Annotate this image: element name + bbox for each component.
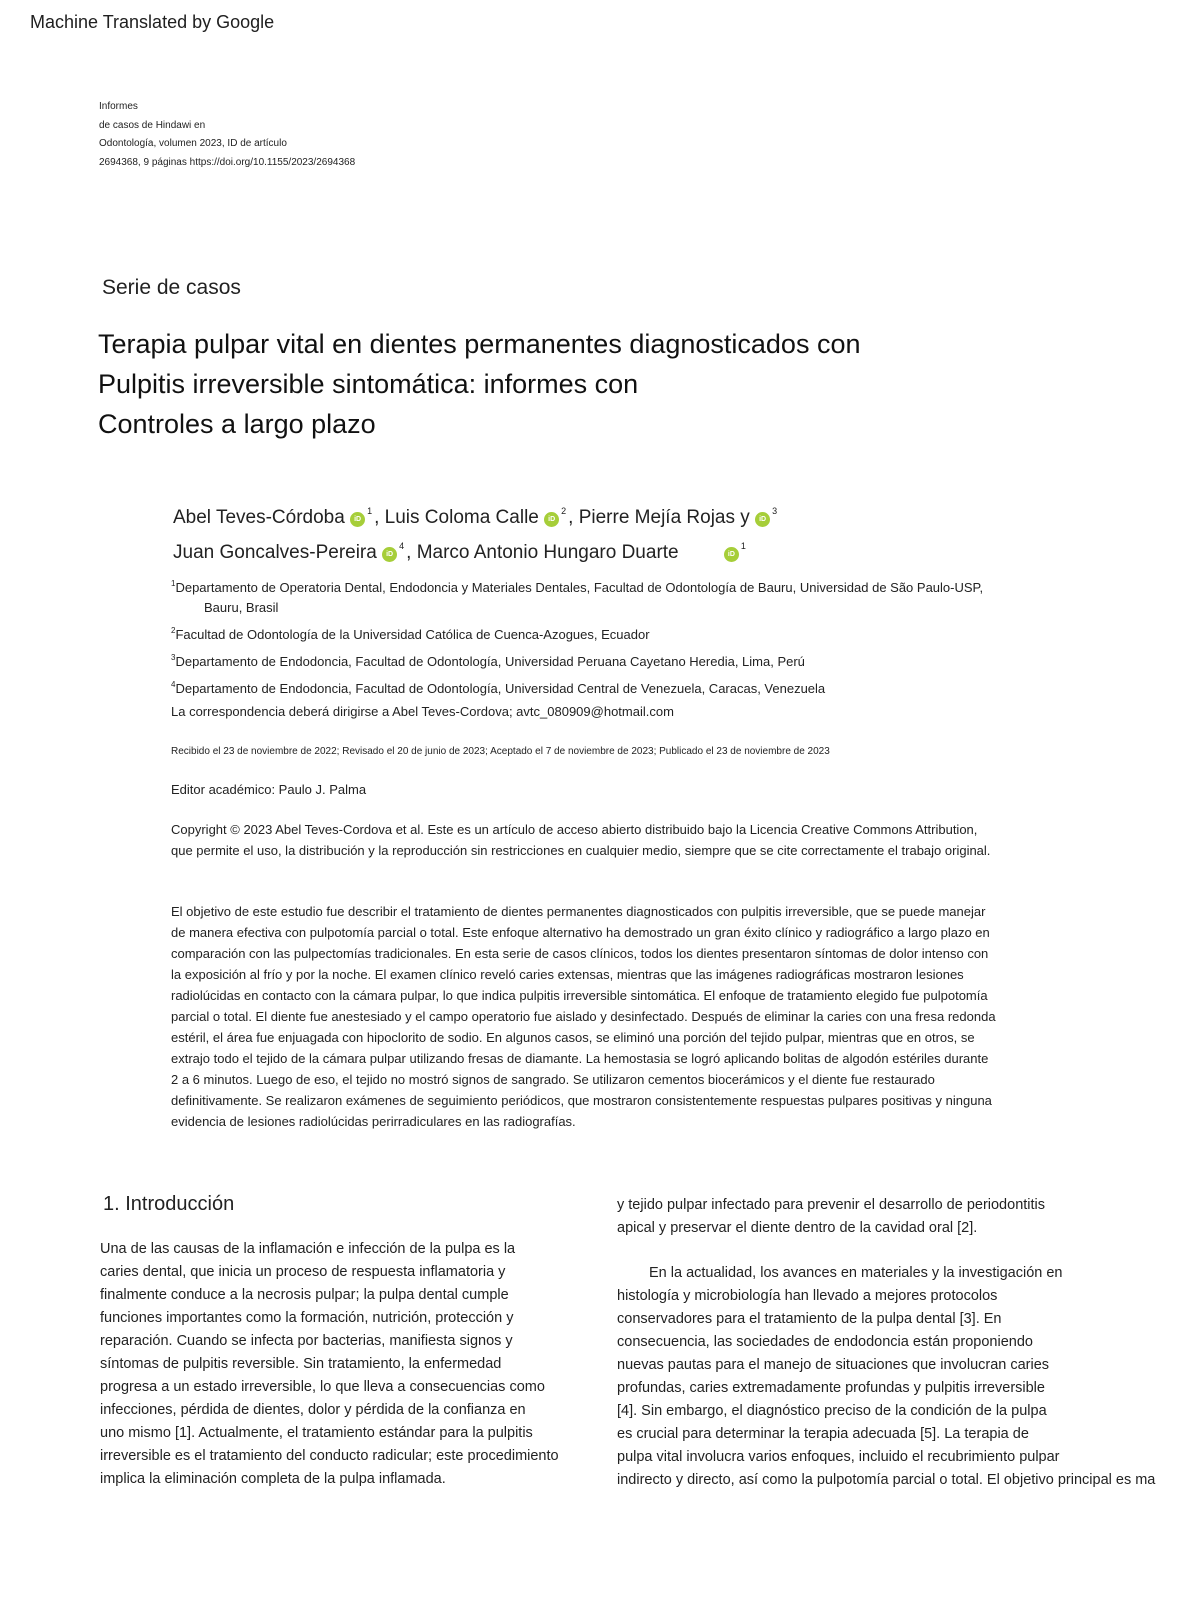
journal-line: 2694368, 9 páginas https://doi.org/10.1155/2023/2694368 — [99, 156, 356, 168]
abstract-line: la exposición al frío y por la noche. El examen clínico reveló caries extensas, mientras que las imágenes radiográficas mostraron lesiones — [171, 967, 964, 982]
body-line: caries dental, que inicia un proceso de respuesta inflamatoria y — [100, 1264, 506, 1280]
body-line: pulpa vital involucra varios enfoques, incluido el recubrimiento pulpar — [617, 1449, 1060, 1465]
body-line: síntomas de pulpitis reversible. Sin tratamiento, la enfermedad — [100, 1356, 502, 1372]
body-line: profundas, caries extremadamente profundas y pulpitis irreversible — [617, 1380, 1045, 1396]
body-line: conservadores para el tratamiento de la pulpa dental [3]. En — [617, 1311, 1002, 1327]
affiliation-text: Departamento de Endodoncia, Facultad de Odontología, Universidad Central de Venezuela, Caracas, Venezuela — [175, 681, 826, 696]
affiliations — [171, 574, 1091, 702]
affiliation-item — [171, 621, 1091, 645]
affiliation-sup: 1 — [740, 541, 746, 551]
body-line: consecuencia, las sociedades de endodoncia están proponiendo — [617, 1334, 1033, 1350]
affiliation-sup: 3 — [772, 506, 778, 516]
author-line: Juan Goncalves-Pereira iD$^4$ , Marco Antonio Hungaro Duarte iD$^1$ — [173, 541, 746, 563]
affiliation-text: Departamento de Operatoria Dental, Endodoncia y Materiales Dentales, Facultad de Odontología de Bauru, Universidad de São Paulo-USP, — [175, 580, 984, 595]
orcid-icon[interactable]: iD — [350, 512, 365, 527]
author-name: Abel Teves-Córdoba — [173, 507, 345, 528]
body-line: nuevas pautas para el manejo de situaciones que involucran caries — [617, 1357, 1050, 1373]
body-line: funciones importantes como la formación, nutrición, protección y — [100, 1310, 514, 1326]
affiliation-sup: 4 — [399, 541, 405, 551]
affiliation-sup: 1 — [367, 506, 373, 516]
abstract-line: El objetivo de este estudio fue describir el tratamiento de dientes permanentes diagnosticados con pulpitis irreversible, que se puede manejar — [171, 904, 986, 919]
body-line: progresa a un estado irreversible, lo que lleva a consecuencias como — [100, 1379, 545, 1395]
abstract-line: comparación con las pulpectomías tradicionales. En esta serie de casos clínicos, todos los dientes presentaron síntomas de dolor intenso con — [171, 946, 989, 961]
author-list — [173, 497, 779, 567]
body-line: es crucial para determinar la terapia adecuada [5]. La terapia de — [617, 1426, 1029, 1442]
orcid-icon[interactable]: iD — [755, 512, 770, 527]
affiliation-item — [171, 648, 1091, 672]
journal-line: Informes — [99, 101, 138, 112]
author-name: Pierre Mejía Rojas y — [578, 507, 750, 528]
title-line: Pulpitis irreversible sintomática: informes con — [98, 369, 639, 399]
academic-editor: Editor académico: Paulo J. Palma — [171, 782, 367, 797]
title-line: Controles a largo plazo — [98, 409, 376, 439]
orcid-icon[interactable]: iD — [382, 547, 397, 562]
copyright-line: Copyright © 2023 Abel Teves-Cordova et al. Este es un artículo de acceso abierto distribuido bajo la Licencia Creative Commons Attribution, — [171, 822, 978, 837]
title-line: Terapia pulpar vital en dientes permanentes diagnosticados con — [98, 329, 861, 359]
abstract-line: definitivamente. Se realizaron exámenes de seguimiento periódicos, que mostraron consistentemente respuestas pulpares positivas y ninguna — [171, 1093, 992, 1108]
body-line: apical y preservar el diente dentro de la cavidad oral [2]. — [617, 1220, 978, 1236]
abstract — [171, 901, 996, 1132]
abstract-line: radiolúcidas en contacto con la cámara pulpar, lo que indica pulpitis irreversible sintomática. El enfoque de tratamiento elegido fue pulpotomía — [171, 988, 988, 1003]
body-line: reparación. Cuando se infecta por bacterias, manifiesta signos y — [100, 1333, 513, 1349]
body-line: Una de las causas de la inflamación e infección de la pulpa es la — [100, 1241, 516, 1257]
author-name: Luis Coloma Calle — [384, 507, 539, 528]
machine-translation-banner: Machine Translated by Google — [30, 12, 275, 32]
abstract-line: de manera efectiva con pulpotomía parcial o total. Este enfoque alternativo ha demostrado un gran éxito clínico y radiográfico a largo plazo en — [171, 925, 990, 940]
body-line: implica la eliminación completa de la pulpa inflamada. — [100, 1471, 446, 1487]
body-line: y tejido pulpar infectado para prevenir el desarrollo de periodontitis — [617, 1197, 1046, 1213]
article-type: Serie de casos — [102, 276, 241, 299]
affiliation-continuation: Bauru, Brasil — [204, 600, 279, 615]
publication-dates: Recibido el 23 de noviembre de 2022; Revisado el 20 de junio de 2023; Aceptado el 7 de noviembre de 2023; Publicado el 23 de noviembre de 2023 — [171, 746, 830, 757]
affiliation-number: 4 — [171, 680, 176, 689]
body-line: histología y microbiología han llevado a mejores protocolos — [617, 1288, 998, 1304]
intro-right-column-top — [617, 1194, 1045, 1240]
affiliation-text: Facultad de Odontología de la Universidad Católica de Cuenca-Azogues, Ecuador — [175, 627, 650, 642]
copyright-notice — [171, 819, 990, 861]
abstract-line: extrajo todo el tejido de la cámara pulpar utilizando fresas de diamante. La hemostasia se logró aplicando bolitas de algodón estériles durante — [171, 1051, 989, 1066]
body-line: irreversible es el tratamiento del conducto radicular; este procedimiento — [100, 1448, 559, 1464]
body-line: infecciones, pérdida de dientes, dolor y pérdida de la confianza en — [100, 1402, 526, 1418]
affiliation-number: 2 — [171, 626, 176, 635]
affiliation-text: Departamento de Endodoncia, Facultad de Odontología, Universidad Peruana Cayetano Heredia, Lima, Perú — [175, 654, 805, 669]
affiliation-sup: 2 — [561, 506, 567, 516]
body-line: finalmente conduce a la necrosis pulpar; la pulpa dental cumple — [100, 1287, 509, 1303]
journal-line: Odontología, volumen 2023, ID de artículo — [99, 138, 287, 149]
intro-left-column — [100, 1238, 559, 1491]
abstract-line: evidencia de lesiones radiolúcidas perirradiculares en las radiografías. — [171, 1114, 576, 1129]
intro-right-column — [617, 1262, 1155, 1492]
section-heading-introduction: 1. Introducción — [103, 1193, 235, 1215]
body-line: [4]. Sin embargo, el diagnóstico preciso de la condición de la pulpa — [617, 1403, 1047, 1419]
abstract-line: 2 a 6 minutos. Luego de eso, el tejido no mostró signos de sangrado. Se utilizaron cementos biocerámicos y el diente fue restaurado — [171, 1072, 935, 1087]
correspondence: La correspondencia deberá dirigirse a Abel Teves-Cordova; avtc_080909@hotmail.com — [171, 704, 674, 719]
abstract-line: parcial o total. El diente fue anestesiado y el campo operatorio fue aislado y desinfectado. Después de eliminar la caries con una fresa redonda — [171, 1009, 996, 1024]
article-title — [98, 324, 861, 444]
copyright-line: que permite el uso, la distribución y la reproducción sin restricciones en cualquier medio, siempre que se cite correctamente el trabajo original. — [171, 843, 991, 858]
body-line: En la actualidad, los avances en materiales y la investigación en — [649, 1265, 1063, 1281]
journal-info — [99, 98, 355, 172]
affiliation-number: 1 — [171, 579, 176, 588]
abstract-line: estéril, el área fue enjuagada con hipoclorito de sodio. En algunos casos, se eliminó una porción del tejido pulpar, mientras que en otros, se — [171, 1030, 975, 1045]
affiliation-item — [171, 675, 1091, 699]
author-line: Abel Teves-Córdoba iD$^1$ , Luis Coloma Calle iD$^2$ , Pierre Mejía Rojas y iD$^3$ — [173, 506, 778, 528]
orcid-icon[interactable]: iD — [544, 512, 559, 527]
author-name: Juan Goncalves-Pereira — [173, 542, 377, 563]
journal-line: de casos de Hindawi en — [99, 119, 206, 131]
affiliation-item — [171, 574, 1091, 618]
body-line: indirecto y directo, así como la pulpotomía parcial o total. El objetivo principal es ma — [617, 1472, 1156, 1488]
affiliation-number: 3 — [171, 653, 176, 662]
body-line: uno mismo [1]. Actualmente, el tratamiento estándar para la pulpitis — [100, 1425, 533, 1441]
orcid-icon[interactable]: iD — [724, 547, 739, 562]
author-name: Marco Antonio Hungaro Duarte — [416, 542, 679, 563]
